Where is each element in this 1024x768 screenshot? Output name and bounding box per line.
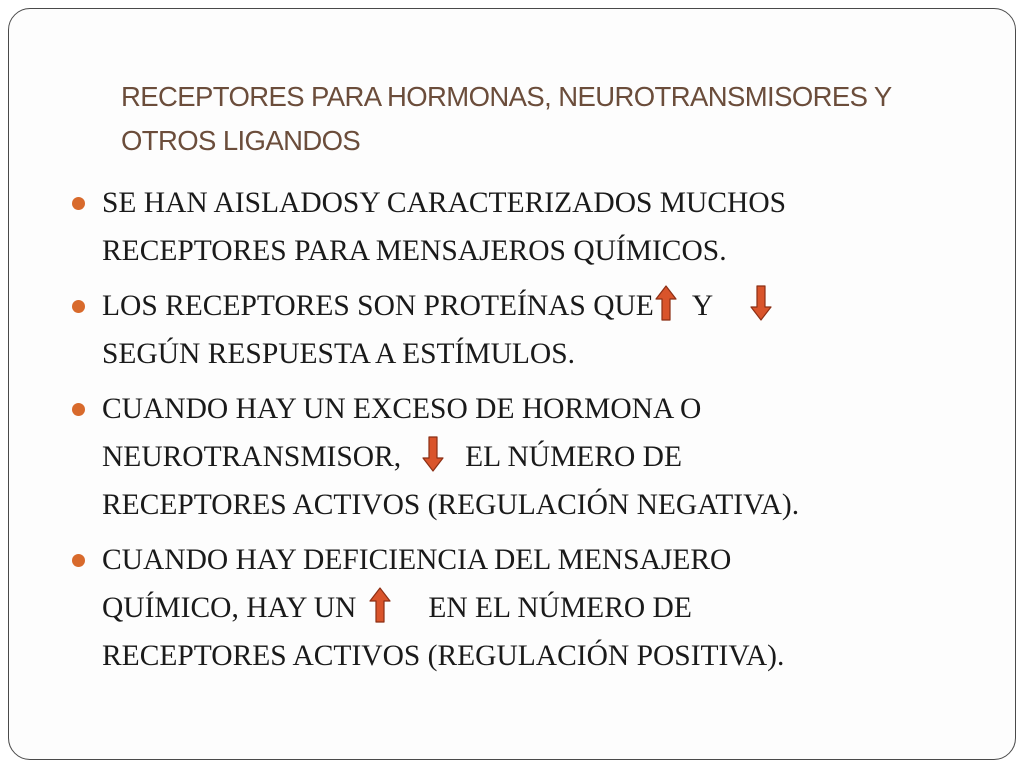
- bullet-3-line-3: RECEPTORES ACTIVOS (REGULACIÓN NEGATIVA).: [102, 489, 800, 521]
- bullet-4-text-a: QUÍMICO, HAY UN: [102, 592, 357, 624]
- arrow-down-icon: [421, 436, 445, 472]
- bullet-list: [71, 179, 971, 687]
- bullet-1-line-2: RECEPTORES PARA MENSAJEROS QUÍMICOS.: [102, 235, 727, 267]
- arrow-down-icon: [749, 285, 773, 321]
- bullet-item-4: [71, 536, 971, 680]
- slide-title: RECEPTORES PARA HORMONAS, NEUROTRANSMISORES Y OTROS LIGANDOS: [121, 81, 892, 156]
- bullet-1-line-1: SE HAN AISLADOSY CARACTERIZADOS MUCHOS: [102, 187, 787, 219]
- bullet-2-line-2: SEGÚN RESPUESTA A ESTÍMULOS.: [102, 338, 575, 370]
- bullet-3-text-b: EL NÚMERO DE: [465, 441, 682, 473]
- bullet-4-text-b: EN EL NÚMERO DE: [428, 592, 692, 624]
- slide-frame: [8, 8, 1016, 760]
- bullet-4-line-1: CUANDO HAY DEFICIENCIA DEL MENSAJERO: [102, 544, 732, 576]
- bullet-dot: [72, 403, 85, 416]
- bullet-2-line-1: [102, 282, 971, 330]
- arrow-up-icon: [654, 285, 678, 321]
- bullet-dot: [72, 197, 85, 210]
- bullet-dot: [72, 300, 85, 313]
- bullet-3-line-1: CUANDO HAY UN EXCESO DE HORMONA O: [102, 393, 702, 425]
- bullet-dot: [72, 554, 85, 567]
- bullet-3-line-2: [102, 433, 971, 481]
- arrow-up-icon: [368, 587, 392, 623]
- bullet-4-line-3: RECEPTORES ACTIVOS (REGULACIÓN POSITIVA).: [102, 640, 785, 672]
- bullet-2-text-a: LOS RECEPTORES SON PROTEÍNAS QUE: [102, 290, 654, 322]
- bullet-item-2: [71, 282, 971, 378]
- bullet-4-line-2: [102, 584, 971, 632]
- bullet-2-text-b: Y: [691, 290, 714, 322]
- bullet-3-text-a: NEUROTRANSMISOR,: [102, 441, 402, 473]
- bullet-item-1: [71, 179, 971, 275]
- bullet-item-3: [71, 385, 971, 529]
